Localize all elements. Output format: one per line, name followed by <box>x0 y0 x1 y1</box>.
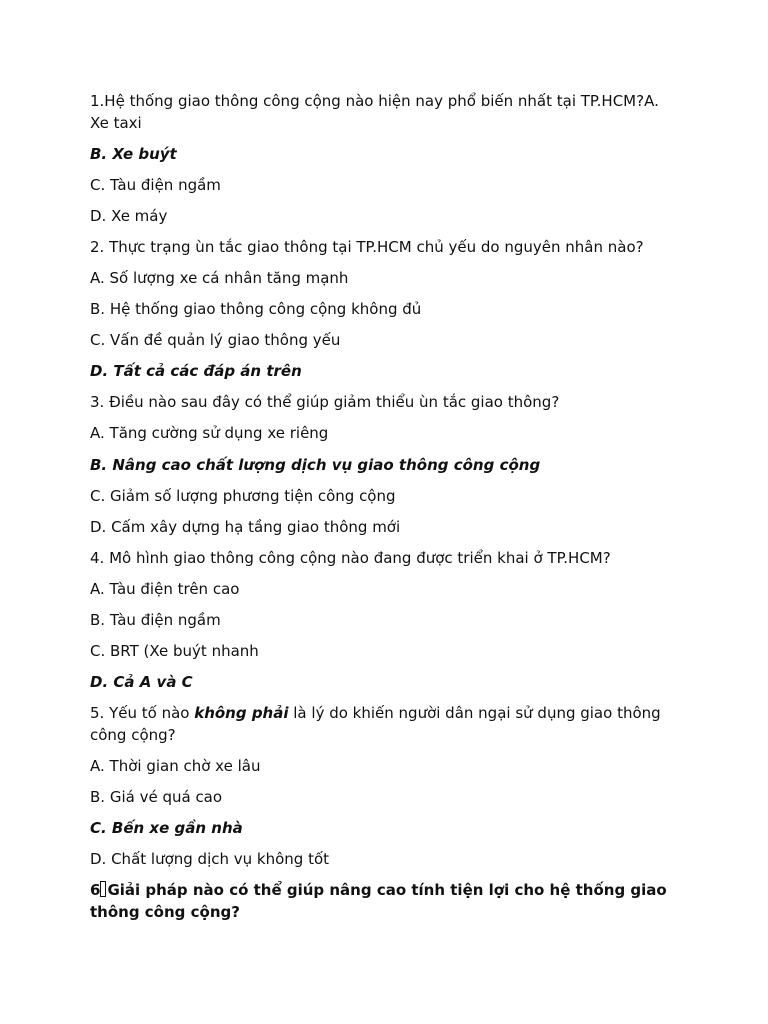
q1-option-c: C. Tàu điện ngầm <box>90 175 221 194</box>
question-5 <box>90 703 678 746</box>
q5-text-before: 5. Yếu tố nào <box>90 704 195 723</box>
question-3: 3. Điều nào sau đây có thể giúp giảm thiểu ùn tắc giao thông? <box>90 393 560 412</box>
question-4: 4. Mô hình giao thông công cộng nào đang được triển khai ở TP.HCM? <box>90 548 611 567</box>
q6-text: Giải pháp nào có thể giúp nâng cao tính tiện lợi cho hệ thống giao thông công cộng? <box>90 881 667 921</box>
q1-option-b-correct: B. Xe buýt <box>90 144 177 163</box>
question-1: 1.Hệ thống giao thông công cộng nào hiện nay phổ biến nhất tại TP.HCM?A. Xe taxi <box>90 92 659 132</box>
q5-option-a: A. Thời gian chờ xe lâu <box>90 756 261 775</box>
q2-option-c: C. Vấn đề quản lý giao thông yếu <box>90 331 341 350</box>
q3-option-a: A. Tăng cường sử dụng xe riêng <box>90 424 329 443</box>
q3-option-b-correct: B. Nâng cao chất lượng dịch vụ giao thông công cộng <box>90 455 541 474</box>
q5-option-b: B. Giá vé quá cao <box>90 787 223 806</box>
q3-option-c: C. Giảm số lượng phương tiện công cộng <box>90 486 396 505</box>
q2-option-b: B. Hệ thống giao thông công cộng không đủ <box>90 300 422 319</box>
question-6 <box>90 880 678 923</box>
q4-option-a: A. Tàu điện trên cao <box>90 579 240 598</box>
q4-option-b: B. Tàu điện ngầm <box>90 611 221 629</box>
missing-glyph-icon <box>100 881 106 897</box>
q3-option-d: D. Cấm xây dựng hạ tầng giao thông mới <box>90 517 401 536</box>
question-2: 2. Thực trạng ùn tắc giao thông tại TP.HCM chủ yếu do nguyên nhân nào? <box>90 237 644 256</box>
q5-option-d: D. Chất lượng dịch vụ không tốt <box>90 850 330 869</box>
q2-option-a: A. Số lượng xe cá nhân tăng mạnh <box>90 268 349 287</box>
q5-text-emphasis: không phải <box>194 704 289 723</box>
q5-option-c-correct: C. Bến xe gần nhà <box>90 819 243 838</box>
q2-option-d-correct: D. Tất cả các đáp án trên <box>90 362 302 381</box>
q4-option-c: C. BRT (Xe buýt nhanh <box>90 642 259 661</box>
q6-number: 6 <box>90 881 101 900</box>
q5-text-after: là lý do khiến người dân ngại sử dụng giao thông công cộng? <box>90 704 661 744</box>
q4-option-d-correct: D. Cả A và C <box>90 673 193 692</box>
q1-option-d: D. Xe máy <box>90 206 168 225</box>
